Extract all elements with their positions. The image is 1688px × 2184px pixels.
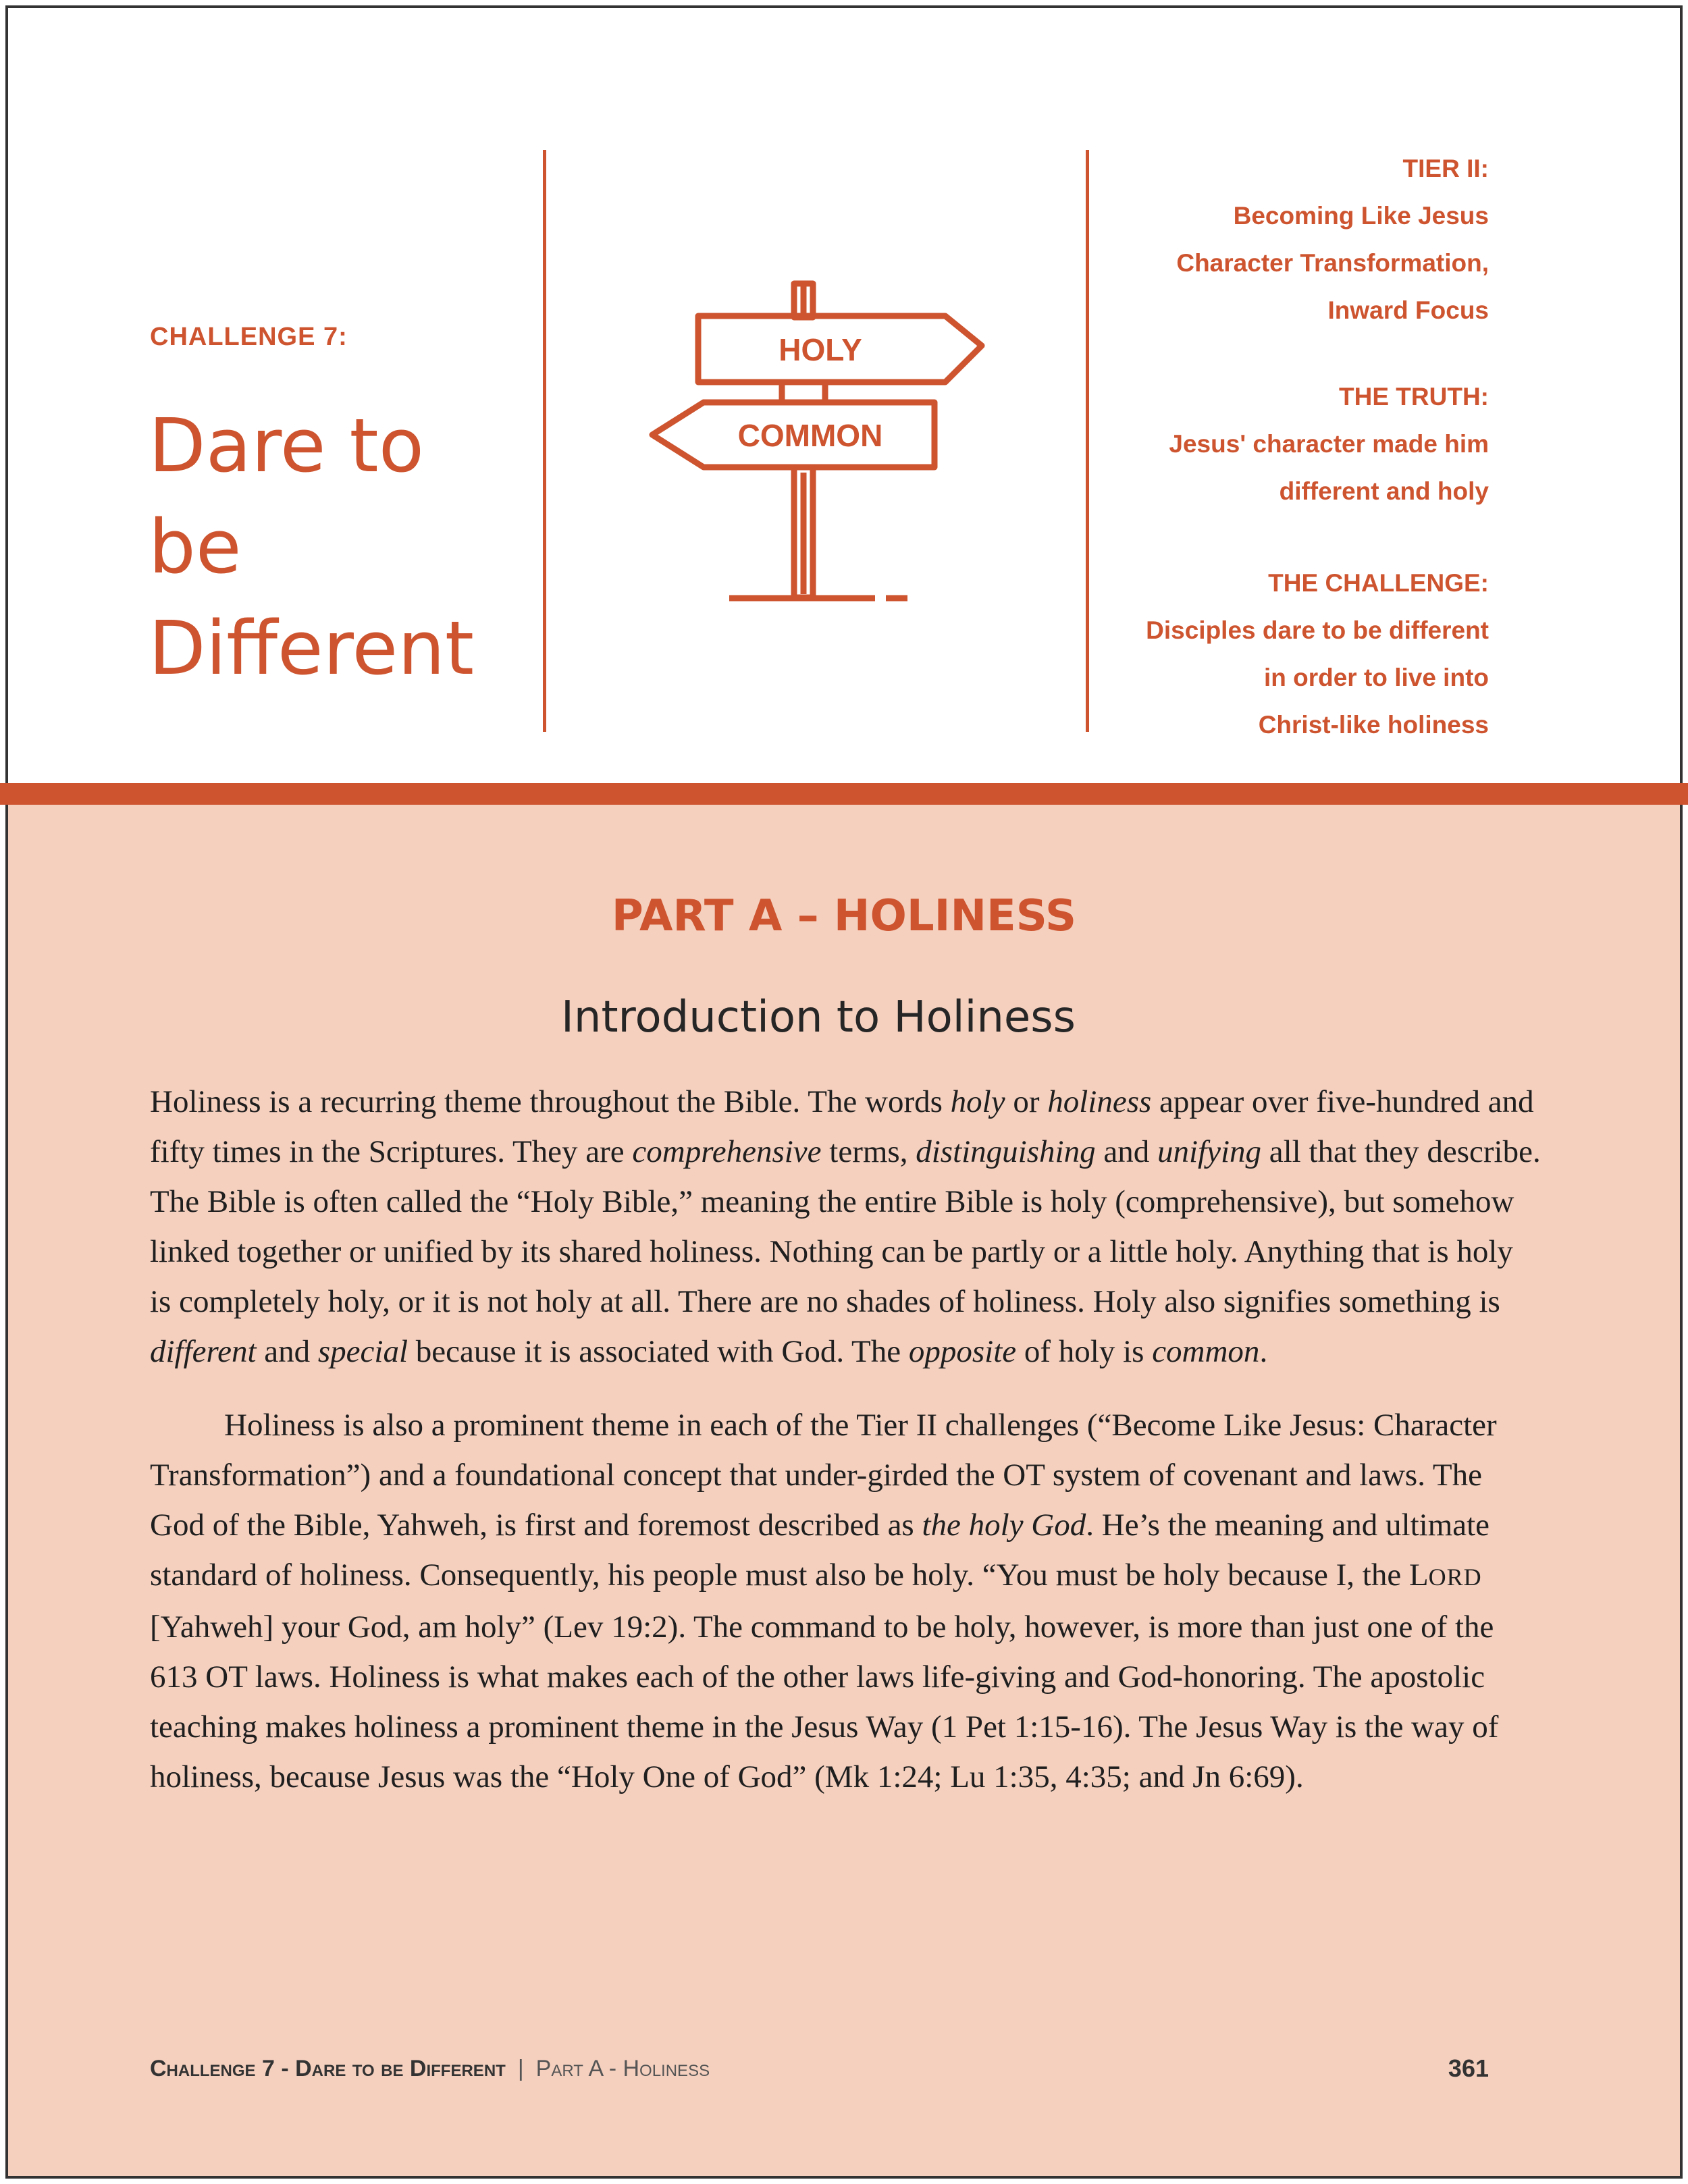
truth-line: different and holy: [1279, 477, 1489, 505]
truth-line: Jesus' character made him: [1169, 430, 1489, 458]
footer-separator: |: [517, 2056, 524, 2081]
tier-line: Becoming Like Jesus: [1233, 202, 1489, 230]
paragraph-2: Holiness is also a prominent theme in each of the Tier II challenges (“Become Like Jesus: Character Transformation”) and a foundational concept that under-girded the OT system of covenant and laws. The God of the Bible, Yahweh, is first and foremost described as the holy God. He’s the meaning and ultimate standard of holiness. Consequently, his people must also be holy. “You must be holy because I, the LORD [Yahweh] your God, am holy” (Lev 19:2). The command to be holy, however, is more than just one of the 613 OT laws. Holiness is what makes each of the other laws life-giving and God-honoring. The apostolic teaching makes holiness a prominent theme in the Jesus Way (1 Pet 1:15-16). The Jesus Way is the way of holiness, because Jesus was the “Holy One of God” (Mk 1:24; Lu 1:35, 4:35; and Jn 6:69).: [150, 1408, 1499, 1794]
truth-heading: THE TRUTH:: [1339, 383, 1489, 410]
divider-line-left: [543, 150, 546, 732]
running-footer: [150, 2056, 710, 2082]
challenge-heading: THE CHALLENGE:: [1268, 569, 1489, 597]
tier-heading: TIER II:: [1402, 155, 1489, 182]
signpost-icon: [641, 270, 993, 621]
challenge-line: Christ-like holiness: [1258, 711, 1489, 739]
footer-part: Part A - Holiness: [535, 2056, 710, 2081]
footer-chapter: Challenge 7 - Dare to be Different: [150, 2056, 506, 2081]
sign-upper-label: HOLY: [779, 332, 862, 367]
page-number: 361: [1448, 2054, 1489, 2082]
page-title: Dare to be Different: [149, 402, 475, 691]
body-text: [150, 1077, 1541, 1802]
section-subtitle: Introduction to Holiness: [561, 992, 1076, 1042]
paragraph-1: Holiness is a recurring theme throughout the Bible. The words holy or holiness appear over five-hundred and fifty times in the Scriptures. They are comprehensive terms, distinguishing and unifying all that they describe. The Bible is often called the “Holy Bible,” meaning the entire Bible is holy (comprehensive), but somehow linked together or unified by its shared holiness. Nothing can be partly or a little holy. Anything that is holy is completely holy, or it is not holy at all. There are no shades of holiness. Holy also signifies something is different and special because it is associated with God. The opposite of holy is common.: [150, 1084, 1541, 1369]
divider-band: [0, 783, 1688, 805]
tier-line: Inward Focus: [1327, 296, 1489, 324]
challenge-line: in order to live into: [1263, 664, 1489, 691]
challenge-line: Disciples dare to be different: [1146, 616, 1489, 644]
challenge-meta: [1050, 145, 1489, 749]
challenge-label: CHALLENGE 7:: [150, 323, 348, 351]
tier-line: Character Transformation,: [1176, 249, 1489, 277]
sign-lower-label: COMMON: [737, 418, 883, 453]
part-title: PART A – HOLINESS: [611, 891, 1077, 941]
